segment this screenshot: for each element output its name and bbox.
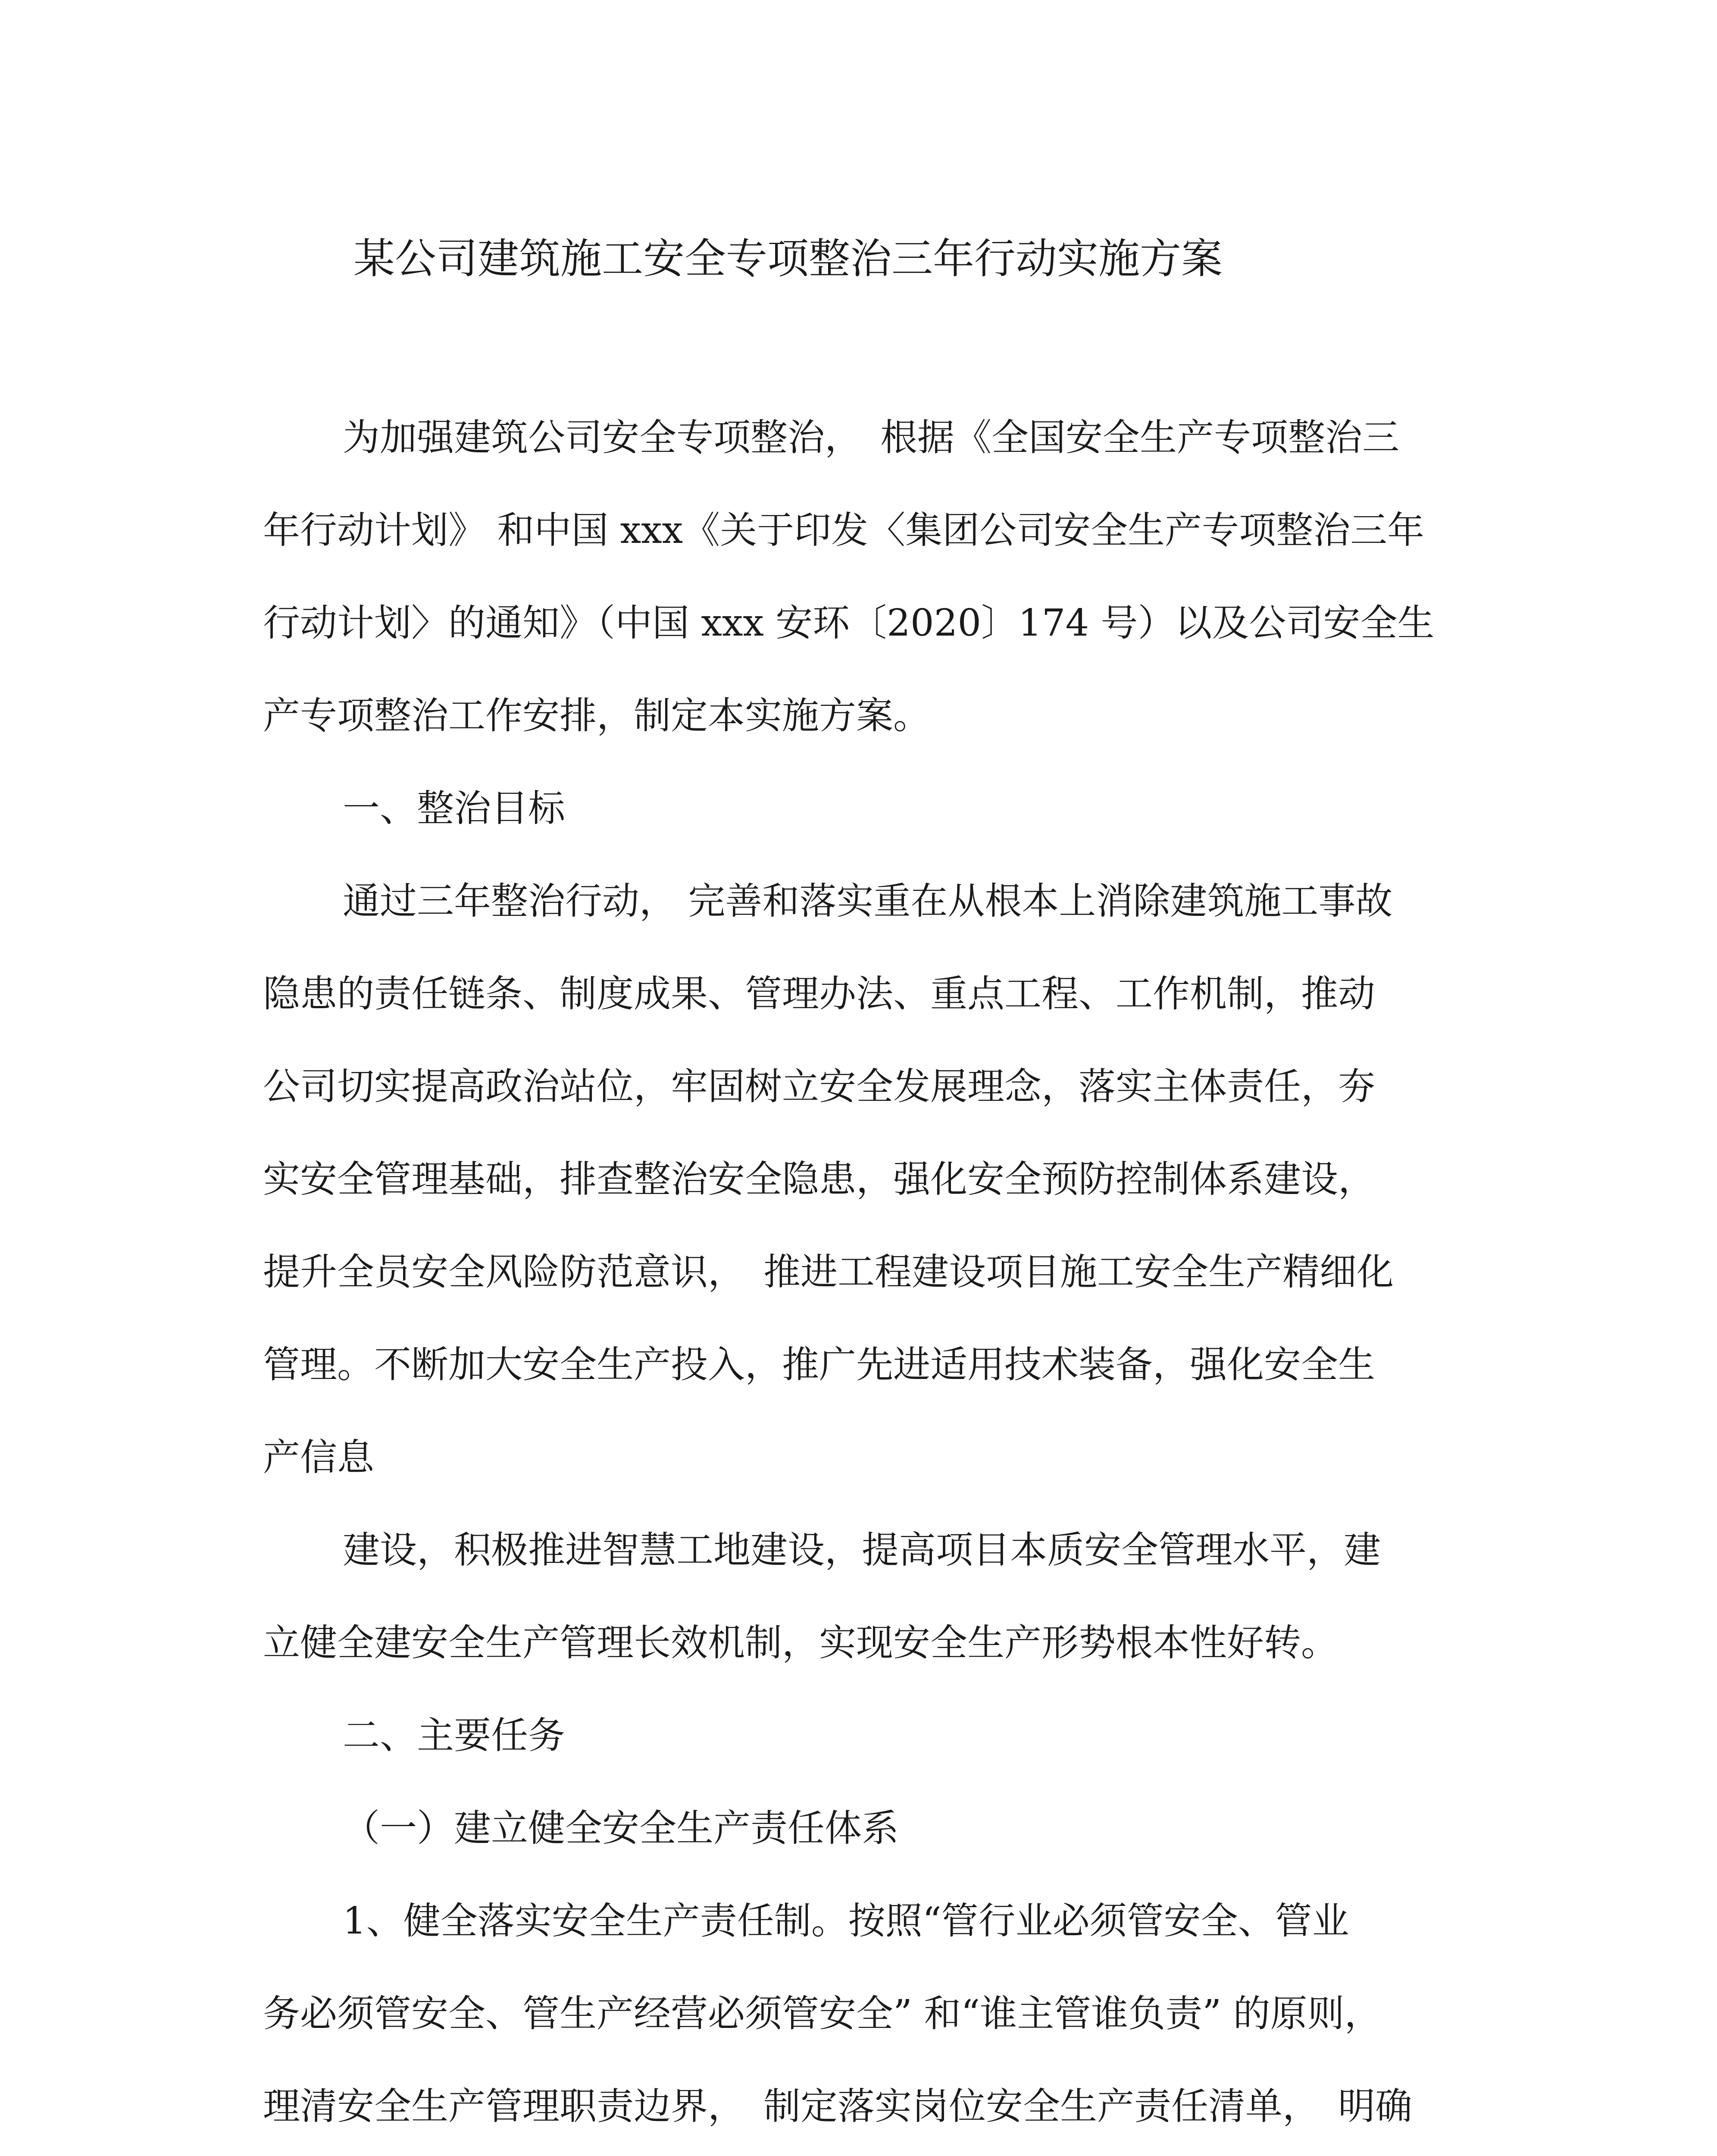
paragraph-line: 务必须管安全、管生产经营必须管安全” 和“谁主管谁负责” 的原则， bbox=[263, 1992, 1382, 2035]
subsection-heading: （一）建立健全安全生产责任体系 bbox=[343, 1807, 899, 1850]
paragraph-line: 隐患的责任链条、制度成果、管理办法、重点工程、工作机制，推动 bbox=[263, 972, 1375, 1015]
paragraph-line: 实安全管理基础，排查整治安全隐患，强化安全预防控制体系建设， bbox=[263, 1158, 1375, 1201]
paragraph-line: 1、健全落实安全生产责任制。按照“管行业必须管安全、管业 bbox=[343, 1899, 1349, 1943]
paragraph-line: 立健全建安全生产管理长效机制，实现安全生产形势根本性好转。 bbox=[263, 1621, 1338, 1664]
paragraph-line: 建设，积极推进智慧工地建设，提高项目本质安全管理水平，建 bbox=[343, 1529, 1381, 1572]
paragraph-line: 通过三年整治行动， 完善和落实重在从根本上消除建筑施工事故 bbox=[343, 880, 1393, 923]
paragraph-line: 公司切实提高政治站位，牢固树立安全发展理念，落实主体责任，夯 bbox=[263, 1065, 1375, 1108]
paragraph-line: 理清安全生产管理职责边界， 制定落实岗位安全生产责任清单， 明确 bbox=[263, 2085, 1412, 2128]
section-heading: 二、主要任务 bbox=[343, 1714, 565, 1757]
section-heading: 一、整治目标 bbox=[343, 787, 565, 830]
paragraph-line: 行动计划〉的通知》（中国 xxx 安环〔2020〕174 号）以及公司安全生 bbox=[263, 602, 1435, 645]
paragraph-line: 管理。不断加大安全生产投入，推广先进适用技术装备，强化安全生 bbox=[263, 1343, 1375, 1386]
paragraph-line: 年行动计划》 和中国 xxx《关于印发〈集团公司安全生产专项整治三年 bbox=[263, 509, 1425, 552]
paragraph-line: 提升全员安全风险防范意识， 推进工程建设项目施工安全生产精细化 bbox=[263, 1250, 1394, 1294]
paragraph-line: 产专项整治工作安排，制定本实施方案。 bbox=[263, 694, 930, 737]
document-title: 某公司建筑施工安全专项整治三年行动实施方案 bbox=[353, 235, 1223, 283]
paragraph-line: 为加强建筑公司安全专项整治， 根据《全国安全生产专项整治三 bbox=[343, 416, 1399, 459]
paragraph-line: 产信息 bbox=[263, 1436, 374, 1479]
